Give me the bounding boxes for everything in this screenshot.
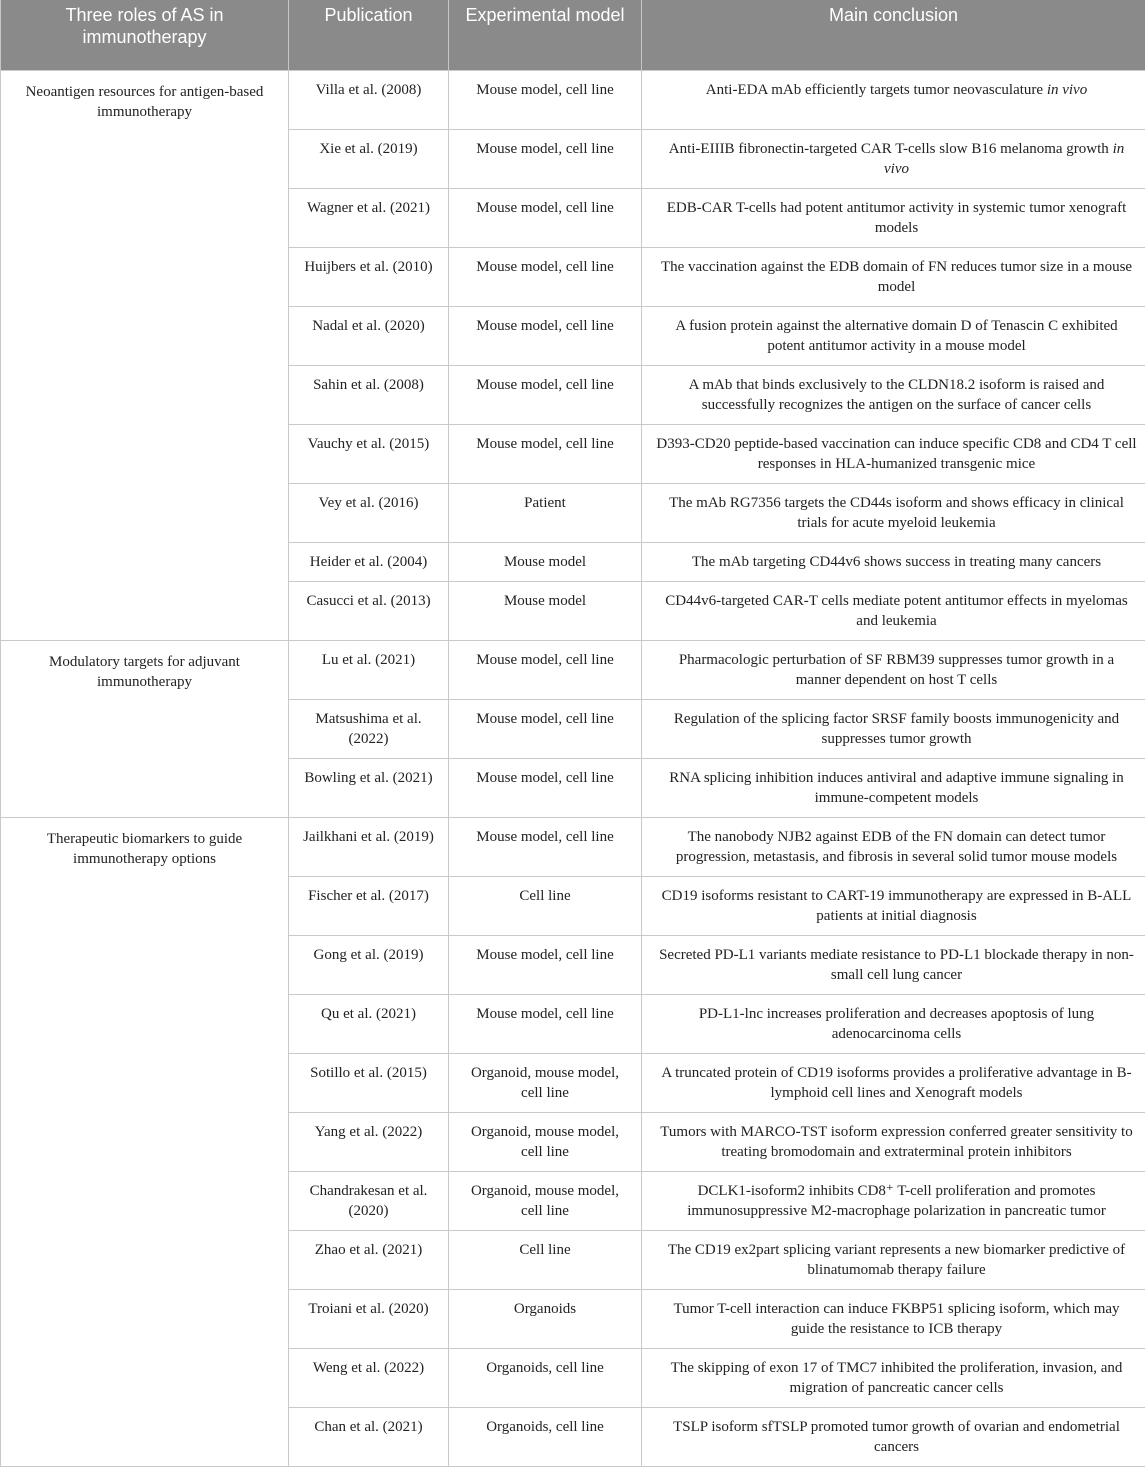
model-cell: Organoids, cell line: [449, 1407, 642, 1466]
publication-cell: Yang et al. (2022): [289, 1112, 449, 1171]
model-cell: Mouse model, cell line: [449, 758, 642, 817]
publication-cell: Xie et al. (2019): [289, 129, 449, 188]
publication-cell: Weng et al. (2022): [289, 1348, 449, 1407]
model-cell: Mouse model, cell line: [449, 129, 642, 188]
publication-cell: Sotillo et al. (2015): [289, 1053, 449, 1112]
conclusion-cell: CD19 isoforms resistant to CART-19 immunotherapy are expressed in B-ALL patients at initial diagnosis: [642, 876, 1145, 935]
model-cell: Mouse model, cell line: [449, 306, 642, 365]
table-row: [1, 640, 1145, 699]
publication-cell: Fischer et al. (2017): [289, 876, 449, 935]
model-cell: Cell line: [449, 1230, 642, 1289]
conclusion-text: Anti-EIIIB fibronectin-targeted CAR T-cells slow B16 melanoma growth: [669, 141, 1113, 157]
conclusion-text: Anti-EDA mAb efficiently targets tumor neovasculature: [706, 82, 1047, 98]
conclusion-cell: [642, 70, 1145, 129]
conclusion-cell: PD-L1-lnc increases proliferation and decreases apoptosis of lung adenocarcinoma cells: [642, 994, 1145, 1053]
conclusion-cell: CD44v6-targeted CAR-T cells mediate potent antitumor effects in myelomas and leukemia: [642, 581, 1145, 640]
model-cell: Mouse model, cell line: [449, 70, 642, 129]
model-cell: Cell line: [449, 876, 642, 935]
publication-cell: Lu et al. (2021): [289, 640, 449, 699]
model-cell: Patient: [449, 483, 642, 542]
header-model: Experimental model: [449, 0, 642, 70]
table-header: [1, 0, 1145, 70]
header-role: Three roles of AS in immunotherapy: [1, 0, 289, 70]
conclusion-cell: The skipping of exon 17 of TMC7 inhibited the proliferation, invasion, and migration of pancreatic cancer cells: [642, 1348, 1145, 1407]
publication-cell: Jailkhani et al. (2019): [289, 817, 449, 876]
publication-cell: Bowling et al. (2021): [289, 758, 449, 817]
model-cell: Mouse model, cell line: [449, 424, 642, 483]
conclusion-cell: Pharmacologic perturbation of SF RBM39 suppresses tumor growth in a manner dependent on host T cells: [642, 640, 1145, 699]
conclusion-cell: The mAb targeting CD44v6 shows success in treating many cancers: [642, 542, 1145, 581]
publication-cell: Heider et al. (2004): [289, 542, 449, 581]
model-cell: Mouse model, cell line: [449, 188, 642, 247]
model-cell: Mouse model, cell line: [449, 247, 642, 306]
publication-cell: Chandrakesan et al. (2020): [289, 1171, 449, 1230]
header-conclusion: Main conclusion: [642, 0, 1145, 70]
publication-cell: Nadal et al. (2020): [289, 306, 449, 365]
conclusion-cell: Tumor T-cell interaction can induce FKBP51 splicing isoform, which may guide the resistance to ICB therapy: [642, 1289, 1145, 1348]
conclusion-cell: EDB-CAR T-cells had potent antitumor activity in systemic tumor xenograft models: [642, 188, 1145, 247]
conclusion-cell: A truncated protein of CD19 isoforms provides a proliferative advantage in B-lymphoid cell lines and Xenograft models: [642, 1053, 1145, 1112]
publication-cell: Zhao et al. (2021): [289, 1230, 449, 1289]
conclusion-cell: TSLP isoform sfTSLP promoted tumor growth of ovarian and endometrial cancers: [642, 1407, 1145, 1466]
publication-cell: Qu et al. (2021): [289, 994, 449, 1053]
role-cell: Neoantigen resources for antigen-based immunotherapy: [1, 70, 289, 640]
model-cell: Organoid, mouse model, cell line: [449, 1112, 642, 1171]
table-row: [1, 70, 1145, 129]
model-cell: Mouse model: [449, 542, 642, 581]
model-cell: Organoid, mouse model, cell line: [449, 1171, 642, 1230]
conclusion-cell: Regulation of the splicing factor SRSF family boosts immunogenicity and suppresses tumor growth: [642, 699, 1145, 758]
publication-cell: Vey et al. (2016): [289, 483, 449, 542]
conclusion-cell: DCLK1-isoform2 inhibits CD8⁺ T-cell proliferation and promotes immunosuppressive M2-macrophage polarization in pancreatic tumor: [642, 1171, 1145, 1230]
model-cell: Organoids, cell line: [449, 1348, 642, 1407]
model-cell: Organoid, mouse model, cell line: [449, 1053, 642, 1112]
conclusion-cell: A mAb that binds exclusively to the CLDN18.2 isoform is raised and successfully recognizes the antigen on the surface of cancer cells: [642, 365, 1145, 424]
conclusion-cell: The CD19 ex2part splicing variant represents a new biomarker predictive of blinatumomab therapy failure: [642, 1230, 1145, 1289]
role-cell: Therapeutic biomarkers to guide immunotherapy options: [1, 817, 289, 1466]
publication-cell: Huijbers et al. (2010): [289, 247, 449, 306]
publication-cell: Villa et al. (2008): [289, 70, 449, 129]
publication-cell: Wagner et al. (2021): [289, 188, 449, 247]
header-publication: Publication: [289, 0, 449, 70]
table-body: [1, 70, 1145, 1466]
conclusion-italic: in vivo: [884, 141, 1124, 177]
conclusion-cell: A fusion protein against the alternative domain D of Tenascin C exhibited potent antitumor activity in a mouse model: [642, 306, 1145, 365]
publication-cell: Troiani et al. (2020): [289, 1289, 449, 1348]
role-cell: Modulatory targets for adjuvant immunotherapy: [1, 640, 289, 817]
conclusion-italic: in vivo: [1047, 82, 1087, 98]
publication-cell: Vauchy et al. (2015): [289, 424, 449, 483]
model-cell: Mouse model, cell line: [449, 640, 642, 699]
model-cell: Organoids: [449, 1289, 642, 1348]
publication-cell: Casucci et al. (2013): [289, 581, 449, 640]
publication-cell: Matsushima et al. (2022): [289, 699, 449, 758]
model-cell: Mouse model, cell line: [449, 994, 642, 1053]
model-cell: Mouse model, cell line: [449, 365, 642, 424]
publication-cell: Sahin et al. (2008): [289, 365, 449, 424]
publication-cell: Chan et al. (2021): [289, 1407, 449, 1466]
conclusion-cell: [642, 129, 1145, 188]
conclusion-cell: The mAb RG7356 targets the CD44s isoform and shows efficacy in clinical trials for acute myeloid leukemia: [642, 483, 1145, 542]
conclusion-cell: Tumors with MARCO-TST isoform expression conferred greater sensitivity to treating bromodomain and extraterminal protein inhibitors: [642, 1112, 1145, 1171]
model-cell: Mouse model, cell line: [449, 699, 642, 758]
conclusion-cell: The vaccination against the EDB domain of FN reduces tumor size in a mouse model: [642, 247, 1145, 306]
conclusion-cell: The nanobody NJB2 against EDB of the FN domain can detect tumor progression, metastasis, and fibrosis in several solid tumor mouse models: [642, 817, 1145, 876]
model-cell: Mouse model, cell line: [449, 935, 642, 994]
table-row: [1, 817, 1145, 876]
conclusion-cell: Secreted PD-L1 variants mediate resistance to PD-L1 blockade therapy in non-small cell lung cancer: [642, 935, 1145, 994]
model-cell: Mouse model, cell line: [449, 817, 642, 876]
conclusion-cell: RNA splicing inhibition induces antiviral and adaptive immune signaling in immune-competent models: [642, 758, 1145, 817]
header-row: [1, 0, 1145, 70]
conclusion-cell: D393-CD20 peptide-based vaccination can induce specific CD8 and CD4 T cell responses in HLA-humanized transgenic mice: [642, 424, 1145, 483]
publication-cell: Gong et al. (2019): [289, 935, 449, 994]
model-cell: Mouse model: [449, 581, 642, 640]
